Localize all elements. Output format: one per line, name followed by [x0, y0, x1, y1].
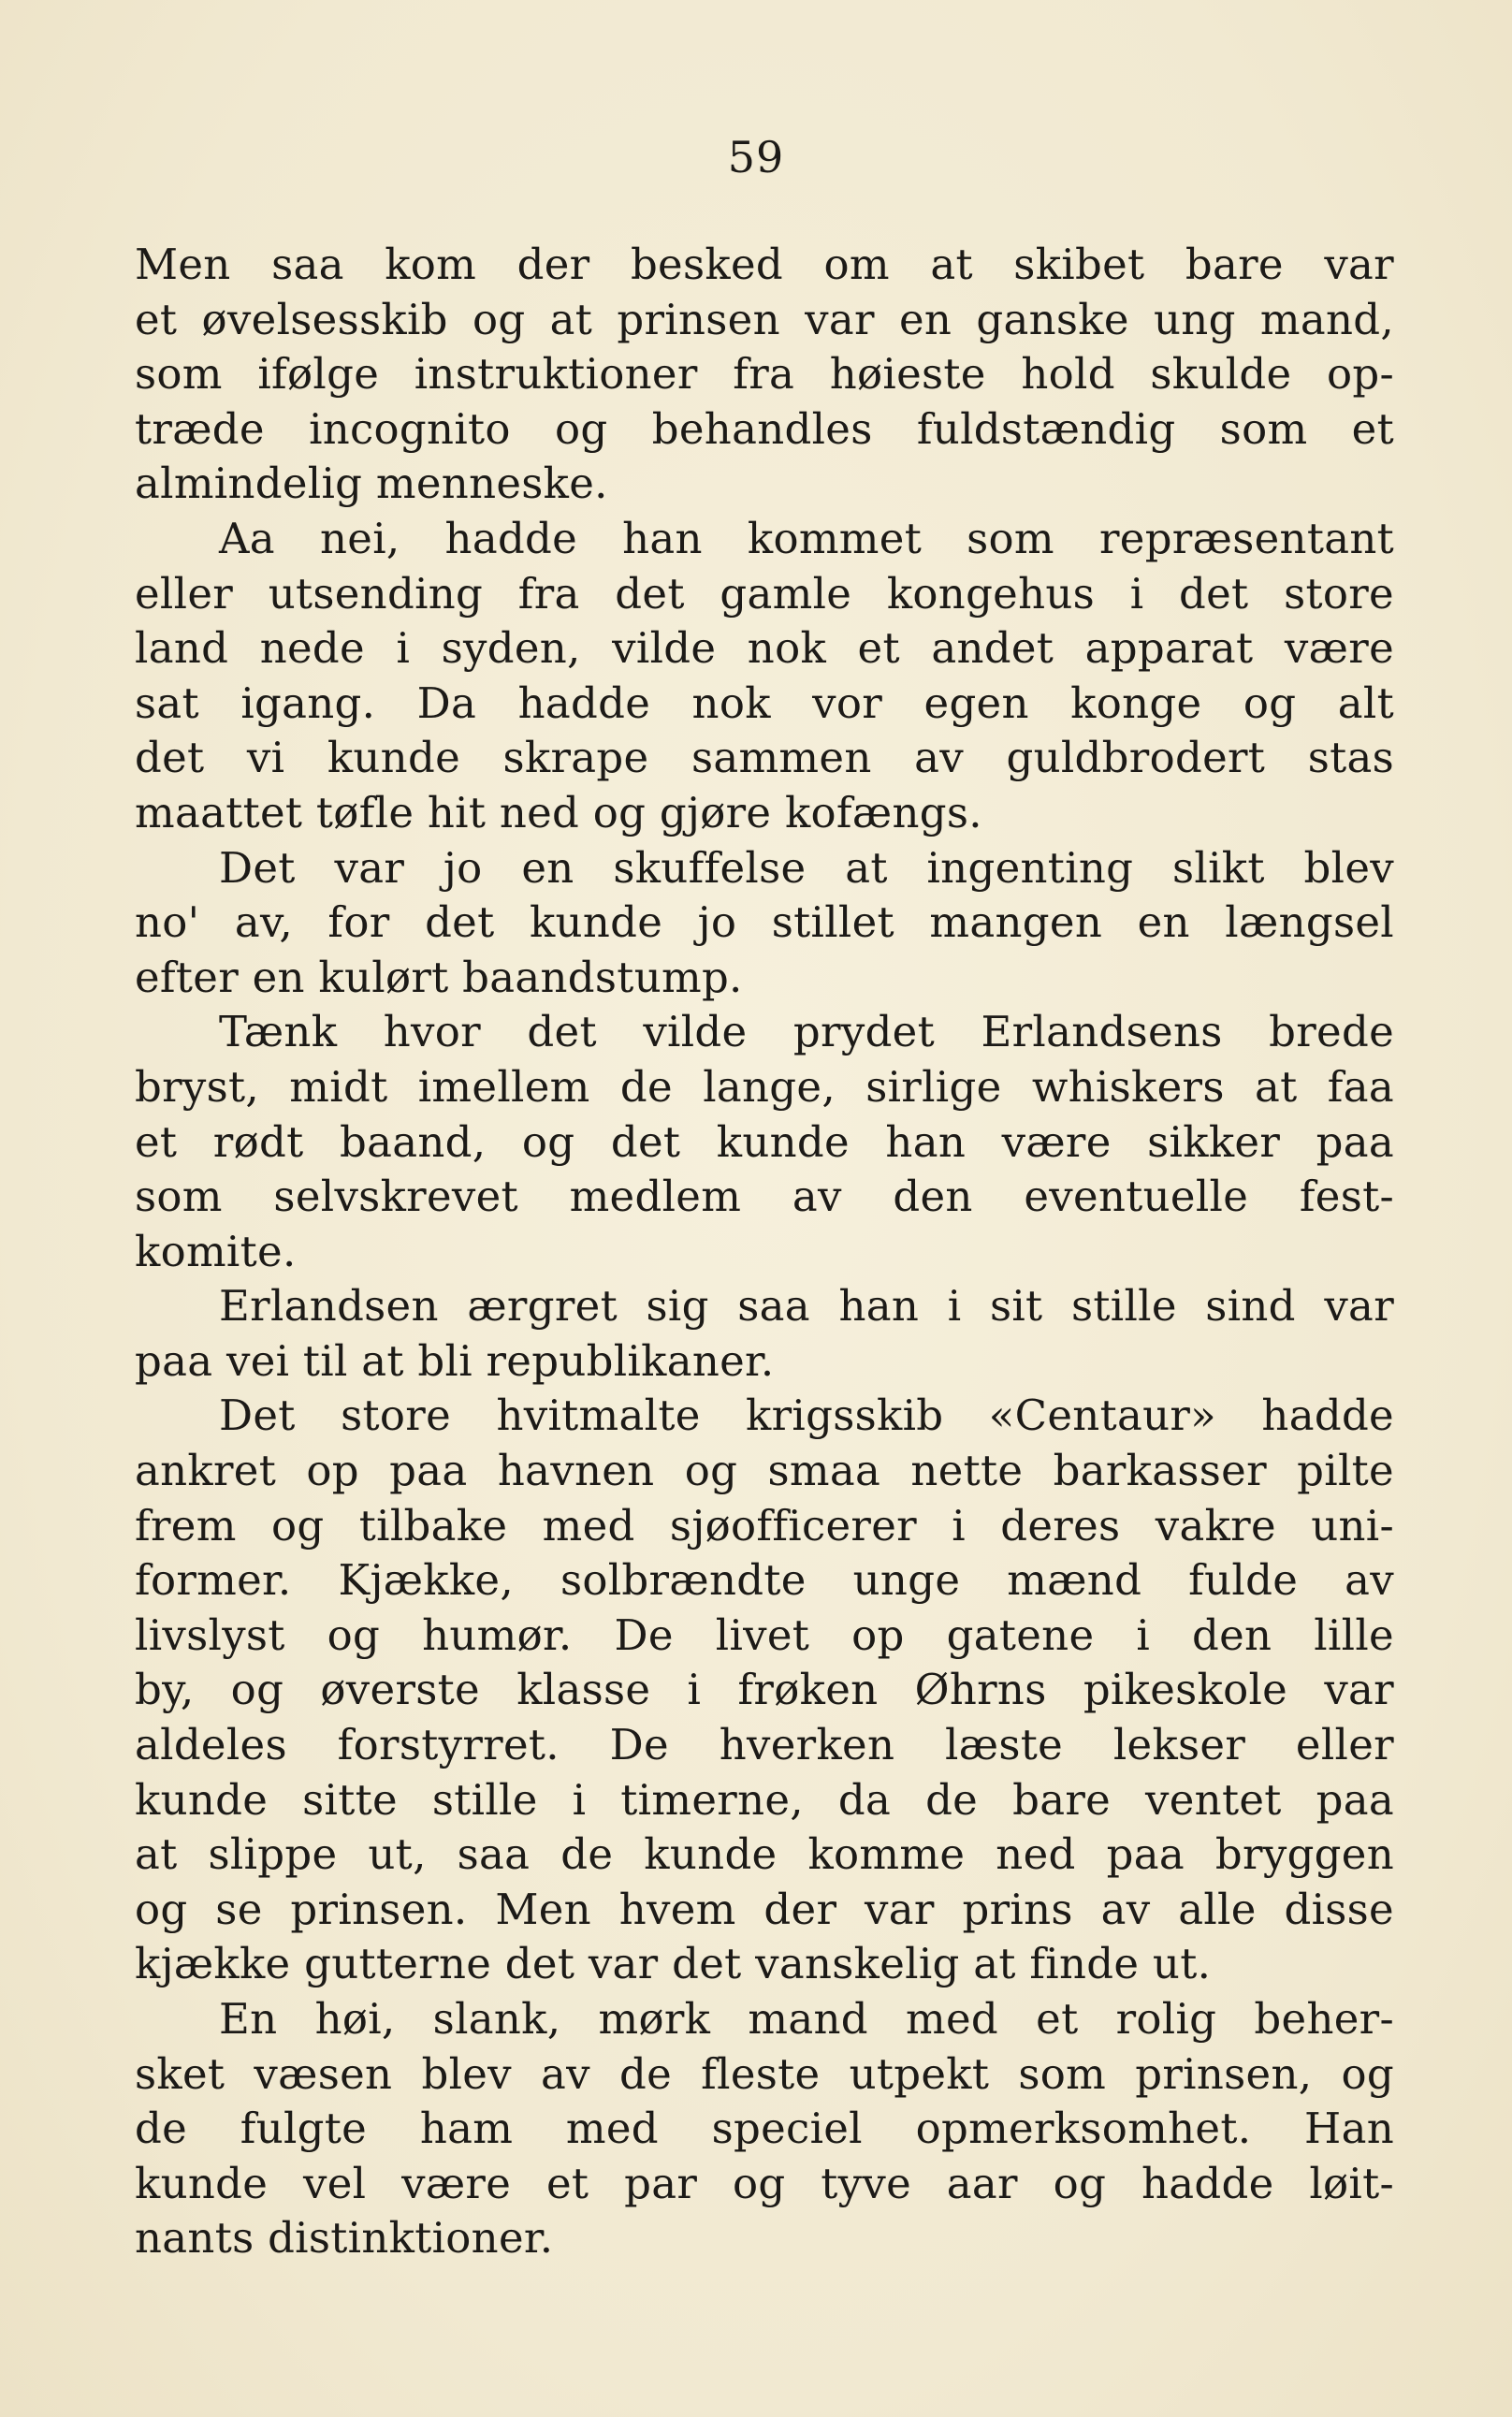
- text-line: Tænk hvor det vilde prydet Erlandsens brede: [219, 1007, 1394, 1057]
- text-line: En høi, slank, mørk mand med et rolig beher-: [219, 1994, 1394, 2044]
- text-line: land nede i syden, vilde nok et andet apparat være: [135, 623, 1394, 674]
- text-line: sat igang. Da hadde nok vor egen konge og alt: [135, 677, 1394, 728]
- text-line: sket væsen blev av de fleste utpekt som prinsen, og: [135, 2048, 1394, 2099]
- text-line: former. Kjække, solbrændte unge mænd fulde av: [135, 1555, 1394, 1606]
- text-line: et øvelsesskib og at prinsen var en ganske ung mand,: [135, 294, 1394, 344]
- text-line: Det store hvitmalte krigsskib «Centaur» hadde: [219, 1391, 1394, 1441]
- text-line: paa vei til at bli republikaner.: [135, 1335, 775, 1386]
- text-line: bryst, midt imellem de lange, sirlige whiskers at faa: [135, 1061, 1394, 1112]
- text-line: som ifølge instruktioner fra høieste hold skulde op-: [135, 349, 1394, 400]
- text-line: eller utsending fra det gamle kongehus i det store: [135, 568, 1394, 619]
- text-line: træde incognito og behandles fuldstændig som et: [135, 403, 1394, 454]
- text-line: nants distinktioner.: [135, 2213, 554, 2264]
- text-line: som selvskrevet medlem av den eventuelle fest-: [135, 1172, 1394, 1222]
- text-line: aldeles forstyrret. De hverken læste lekser eller: [135, 1720, 1394, 1770]
- text-line: by, og øverste klasse i frøken Øhrns pikeskole var: [135, 1665, 1394, 1715]
- text-line: frem og tilbake med sjøofficerer i deres vakre uni-: [135, 1500, 1394, 1551]
- text-line: maattet tøfle hit ned og gjøre kofængs.: [135, 787, 982, 837]
- text-line: livslyst og humør. De livet op gatene i den lille: [135, 1609, 1394, 1660]
- text-line: Erlandsen ærgret sig saa han i sit stille sind var: [219, 1281, 1394, 1332]
- text-line: efter en kulørt baandstump.: [135, 952, 743, 1002]
- text-line: Det var jo en skuffelse at ingenting slikt blev: [219, 842, 1394, 893]
- text-line: Men saa kom der besked om at skibet bare var: [135, 240, 1394, 289]
- text-line: og se prinsen. Men hvem der var prins av alle disse: [135, 1884, 1394, 1934]
- text-line: kunde vel være et par og tyve aar og hadde løit-: [135, 2158, 1394, 2208]
- text-line: kjække gutterne det var det vanskelig at finde ut.: [135, 1939, 1212, 1989]
- text-line: det vi kunde skrape sammen av guldbrodert stas: [135, 733, 1394, 783]
- text-line: kunde sitte stille i timerne, da de bare ventet paa: [135, 1774, 1394, 1825]
- text-line: et rødt baand, og det kunde han være sikker paa: [135, 1116, 1394, 1167]
- text-line: ankret op paa havnen og smaa nette barkasser pilte: [135, 1446, 1394, 1496]
- text-line: no' av, for det kunde jo stillet mangen en længsel: [135, 897, 1394, 948]
- text-line: komite.: [135, 1226, 297, 1276]
- text-line: de fulgte ham med speciel opmerksomhet. Han: [135, 2104, 1394, 2154]
- text-line: almindelig menneske.: [135, 459, 608, 509]
- text-line: Aa nei, hadde han kommet som repræsentant: [219, 513, 1394, 563]
- page-number: 59: [727, 132, 785, 182]
- body-text: [135, 238, 1394, 2266]
- text-line: at slippe ut, saa de kunde komme ned paa bryggen: [135, 1829, 1394, 1880]
